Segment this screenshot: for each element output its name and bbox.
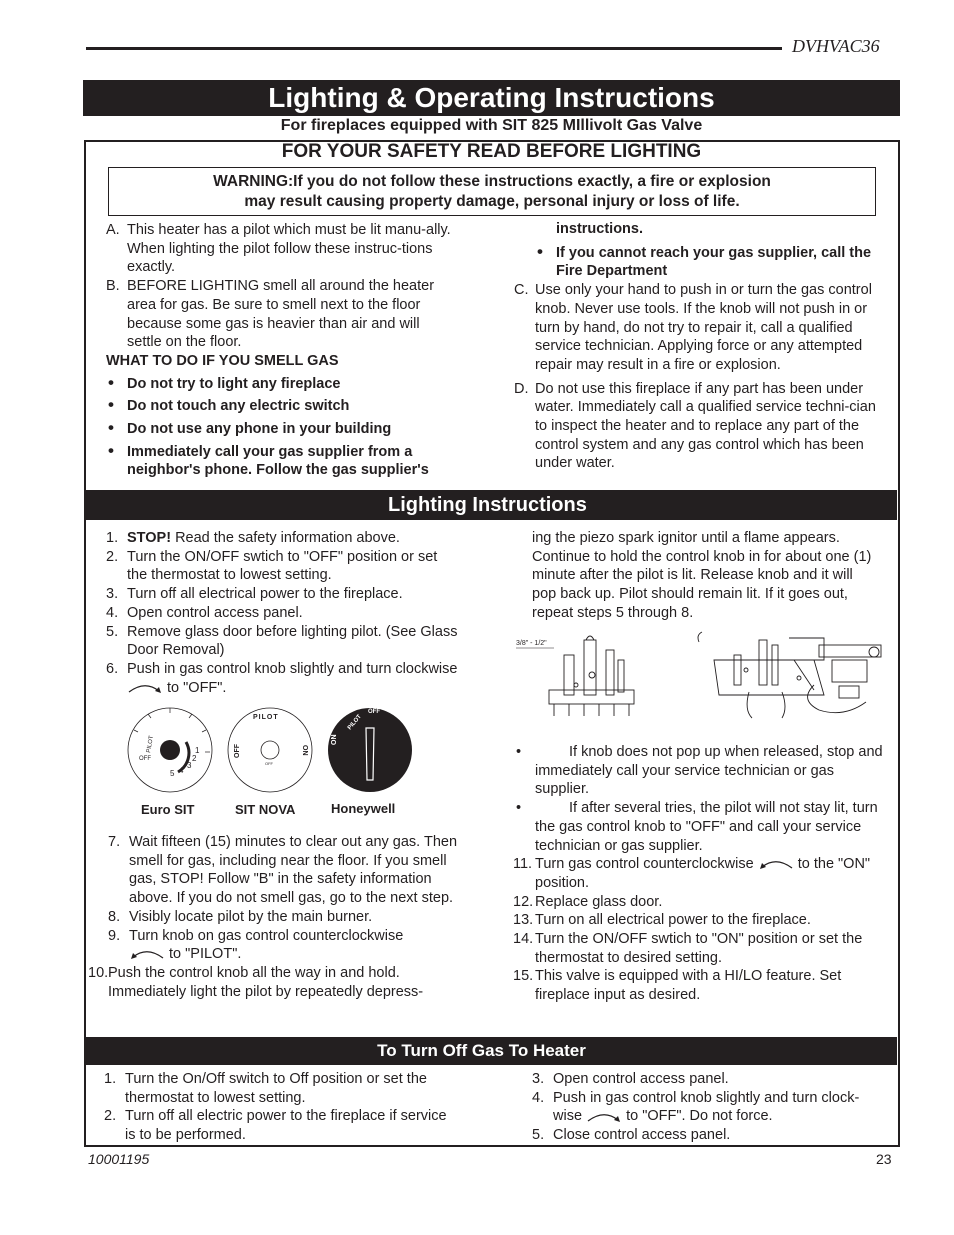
step-text: Open control access panel. (553, 1071, 729, 1087)
step-text: Push the control knob all the way in and hold. Immediately light the pilot by repeatedly depress- (108, 964, 424, 1000)
step-text: Turn knob on gas control counterclockwise (129, 927, 404, 944)
step-text: to "OFF". Do not force. (622, 1108, 773, 1125)
step-label: 3. (532, 1071, 545, 1087)
step-text: Turn off all electrical power to the fireplace. (127, 586, 403, 603)
bullet-text: If after several tries, the pilot will not stay lit, turn the gas control knob to "OFF" and call your service technician or gas supplier. (535, 800, 878, 854)
safety-item-c (514, 281, 892, 375)
item-text: BEFORE LIGHTING smell all around the heater area for gas. Be sure to smell next to the floor because some gas is heavier than air and will settle on the floor. (127, 278, 435, 351)
honeywell-on-label: ON (331, 734, 338, 745)
step-text: Open control access panel. (127, 604, 303, 621)
step-2 (106, 548, 458, 585)
safety-item-b (106, 277, 458, 352)
step-5 (106, 623, 458, 660)
safety-item-a (106, 221, 458, 277)
sit-nova-knob (228, 708, 312, 792)
warning-line-1: WARNING:If you do not follow these instructions exactly, a fire or explosion (213, 173, 771, 190)
step-11 (514, 855, 884, 892)
honeywell-off-label: OFF (368, 709, 380, 715)
step-label: 9. (108, 927, 121, 944)
warning-line-2: may result causing property damage, personal injury or loss of life. (244, 193, 740, 210)
counterclockwise-arrow-icon (129, 948, 165, 960)
step-label: 3. (106, 586, 119, 603)
smell-bullet: • Immediately call your gas supplier from a neighbor's phone. Follow the gas supplier's (106, 443, 458, 480)
lighting-continued-text: ing the piezo spark ignitor until a flame appears. Continue to hold the control knob in for about one (1) minute after the pilot is lit. Release knob and it will pop back up. Pilot should remain lit. If it goes out, repeat steps 5 through 8. (532, 530, 872, 621)
clockwise-arrow-icon (127, 682, 163, 694)
step-text: Turn on all electrical power to the fireplace. (535, 912, 811, 929)
safety-item-d (514, 380, 892, 474)
step-15 (514, 967, 884, 1004)
knob-caption-euro-sit: Euro SIT (141, 802, 195, 817)
pilot-illustration (514, 630, 890, 720)
step-label: 2. (104, 1108, 117, 1125)
turn-off-step-3 (532, 1070, 888, 1089)
step-10 (88, 964, 458, 1001)
smell-gas-heading: WHAT TO DO IF YOU SMELL GAS (106, 352, 339, 369)
step-label: 1. (106, 530, 119, 546)
step-label: 5. (532, 1127, 545, 1144)
step-13 (514, 911, 884, 930)
model-number: DVHVAC36 (792, 36, 880, 56)
safety-heading: FOR YOUR SAFETY READ BEFORE LIGHTING (281, 141, 702, 162)
step-text: Close control access panel. (553, 1127, 731, 1144)
step-label: 8. (108, 908, 121, 925)
step-14 (514, 930, 884, 967)
step-text: Turn the On/Off switch to Off position or set the thermostat to lowest setting. (125, 1071, 427, 1106)
step-text: Visibly locate pilot by the main burner. (129, 908, 373, 925)
step-text: Wait fifteen (15) minutes to clear out any gas. Then smell for gas, including near the floor. If you smell gas, STOP! Follow "B" in the safety information above. If you do not smell gas, go to the next step. (129, 834, 458, 907)
bullet-text: If knob does not pop up when released, stop and immediately call your service technician or gas supplier. (535, 744, 883, 798)
pilot-dimension-label: 3/8" - 1/2" (516, 640, 547, 647)
item-text: This heater has a pilot which must be lit manu-ally. When lighting the pilot follow these instruc-tions exactly. (127, 222, 451, 276)
smell-bullet: • Do not try to light any fireplace (106, 375, 458, 394)
step-text: Turn off all electric power to the fireplace if service is to be performed. (125, 1108, 447, 1144)
euro-digit: 2 (192, 754, 197, 763)
step-text: This valve is equipped with a HI/LO feature. Set fireplace input as desired. (535, 968, 842, 1004)
lighting-right-column (514, 743, 884, 1005)
clockwise-arrow-icon (586, 1111, 622, 1123)
page-title: Lighting & Operating Instructions (83, 80, 900, 116)
continued-text: instructions. (556, 221, 644, 237)
euro-digit: 5 (170, 769, 175, 778)
item-label: A. (106, 222, 120, 238)
euro-digit: 4 (179, 766, 184, 775)
turn-off-step-1 (104, 1070, 460, 1107)
step-label: 14. (513, 931, 534, 948)
turn-off-left-column (104, 1070, 460, 1145)
item-text: Do not use this fireplace if any part has been under water. Immediately call a qualified service techni-cian to inspect the heater and to replace any part of the control system and any gas control which has been under water. (535, 380, 876, 472)
nova-small-label: OFF (265, 761, 273, 766)
step-label: 15. (513, 968, 534, 985)
nova-on-label: ON (301, 745, 308, 756)
step-1 (106, 529, 458, 548)
fire-dept-bullet: • If you cannot reach your gas supplier, call the Fire Department (535, 244, 892, 281)
step-text: Remove glass door before lighting pilot. (See Glass Door Removal) (127, 623, 458, 659)
step-label: 4. (106, 604, 119, 621)
step-label: 5. (106, 623, 119, 640)
step-text: Push in gas control knob slightly and turn clock-wise (553, 1089, 860, 1125)
turn-off-gas-heading: To Turn Off Gas To Heater (86, 1037, 897, 1065)
wont-stay-lit-bullet (514, 799, 884, 855)
step-6 (106, 660, 458, 697)
step-label: 4. (532, 1089, 545, 1106)
knob-diagrams (120, 700, 420, 825)
no-pop-up-bullet (514, 743, 884, 799)
step-text: Turn gas control counterclockwise (535, 856, 754, 873)
honeywell-knob (328, 708, 412, 792)
lighting-instructions-heading: Lighting Instructions (86, 490, 897, 520)
euro-off-label: OFF (139, 756, 151, 762)
counterclockwise-arrow-icon (758, 858, 794, 870)
page-number: 23 (876, 1151, 892, 1167)
step-7 (88, 833, 458, 908)
page-subtitle: For fireplaces equipped with SIT 825 MIllivolt Gas Valve (280, 117, 703, 134)
step-text: to the "ON" position. (535, 856, 871, 891)
euro-digit: 3 (187, 761, 192, 770)
euro-pilot-label: PILOT (146, 735, 155, 754)
knob-caption-sit-nova: SIT NOVA (235, 802, 296, 817)
lighting-left-column (106, 529, 458, 697)
step-label: 7. (108, 834, 121, 850)
step-label: 11. (513, 856, 533, 873)
knob-diagrams-figure (120, 700, 420, 800)
step-label: 12. (513, 893, 534, 910)
step-text: to "PILOT". (165, 946, 242, 963)
turn-off-step-5 (532, 1126, 888, 1145)
nova-off-label: OFF (234, 744, 241, 758)
pilot-assembly-figure (514, 630, 890, 720)
step-text: Replace glass door. (535, 893, 663, 910)
safety-right-column (514, 220, 892, 473)
euro-sit-knob (128, 708, 212, 792)
step-label: 13. (513, 912, 534, 929)
knob-caption-honeywell: Honeywell (331, 801, 396, 816)
step-4 (106, 604, 458, 623)
safety-left-column (106, 221, 458, 480)
item-label: D. (514, 380, 529, 397)
header-rule (86, 47, 782, 50)
item-label: B. (106, 278, 120, 295)
honeywell-pilot-label: PILOT (346, 713, 363, 732)
smell-bullet: • Do not touch any electric switch (106, 397, 458, 416)
step-12 (514, 893, 884, 912)
step-text: to "OFF". (163, 679, 227, 696)
smell-bullet: • Do not use any phone in your building (106, 420, 458, 439)
item-text: Use only your hand to push in or turn the gas control knob. Never use tools. If the knob will not push in or turn by hand, do not try to repair it, call a qualified service technician. Applying force or any attempted repair may result in a fire or explosion. (535, 282, 872, 373)
step-8 (88, 908, 458, 927)
document-number: 10001195 (88, 1151, 150, 1167)
turn-off-right-column (532, 1070, 888, 1145)
turn-off-step-2 (104, 1107, 460, 1144)
step-text: Read the safety information above. (171, 530, 400, 546)
stop-text: STOP! (127, 530, 172, 546)
step-text: Turn the ON/OFF swtich to "OFF" position or set the thermostat to lowest setting. (127, 548, 438, 584)
euro-digit: 1 (195, 746, 200, 755)
turn-off-step-4 (532, 1089, 888, 1126)
step-label: 2. (106, 548, 119, 565)
item-label: C. (514, 282, 529, 299)
nova-pilot-label: PILOT (253, 714, 279, 721)
warning-box (108, 167, 876, 216)
step-text: Push in gas control knob slightly and turn clockwise (127, 660, 458, 677)
step-label: 6. (106, 660, 119, 677)
step-label: 10. (88, 964, 109, 981)
step-9 (88, 927, 458, 964)
step-3 (106, 585, 458, 604)
step-label: 1. (104, 1071, 117, 1087)
lighting-left-column-lower (88, 833, 458, 1001)
step-text: Turn the ON/OFF swtich to "ON" position or set the thermostat to desired setting. (535, 931, 863, 966)
